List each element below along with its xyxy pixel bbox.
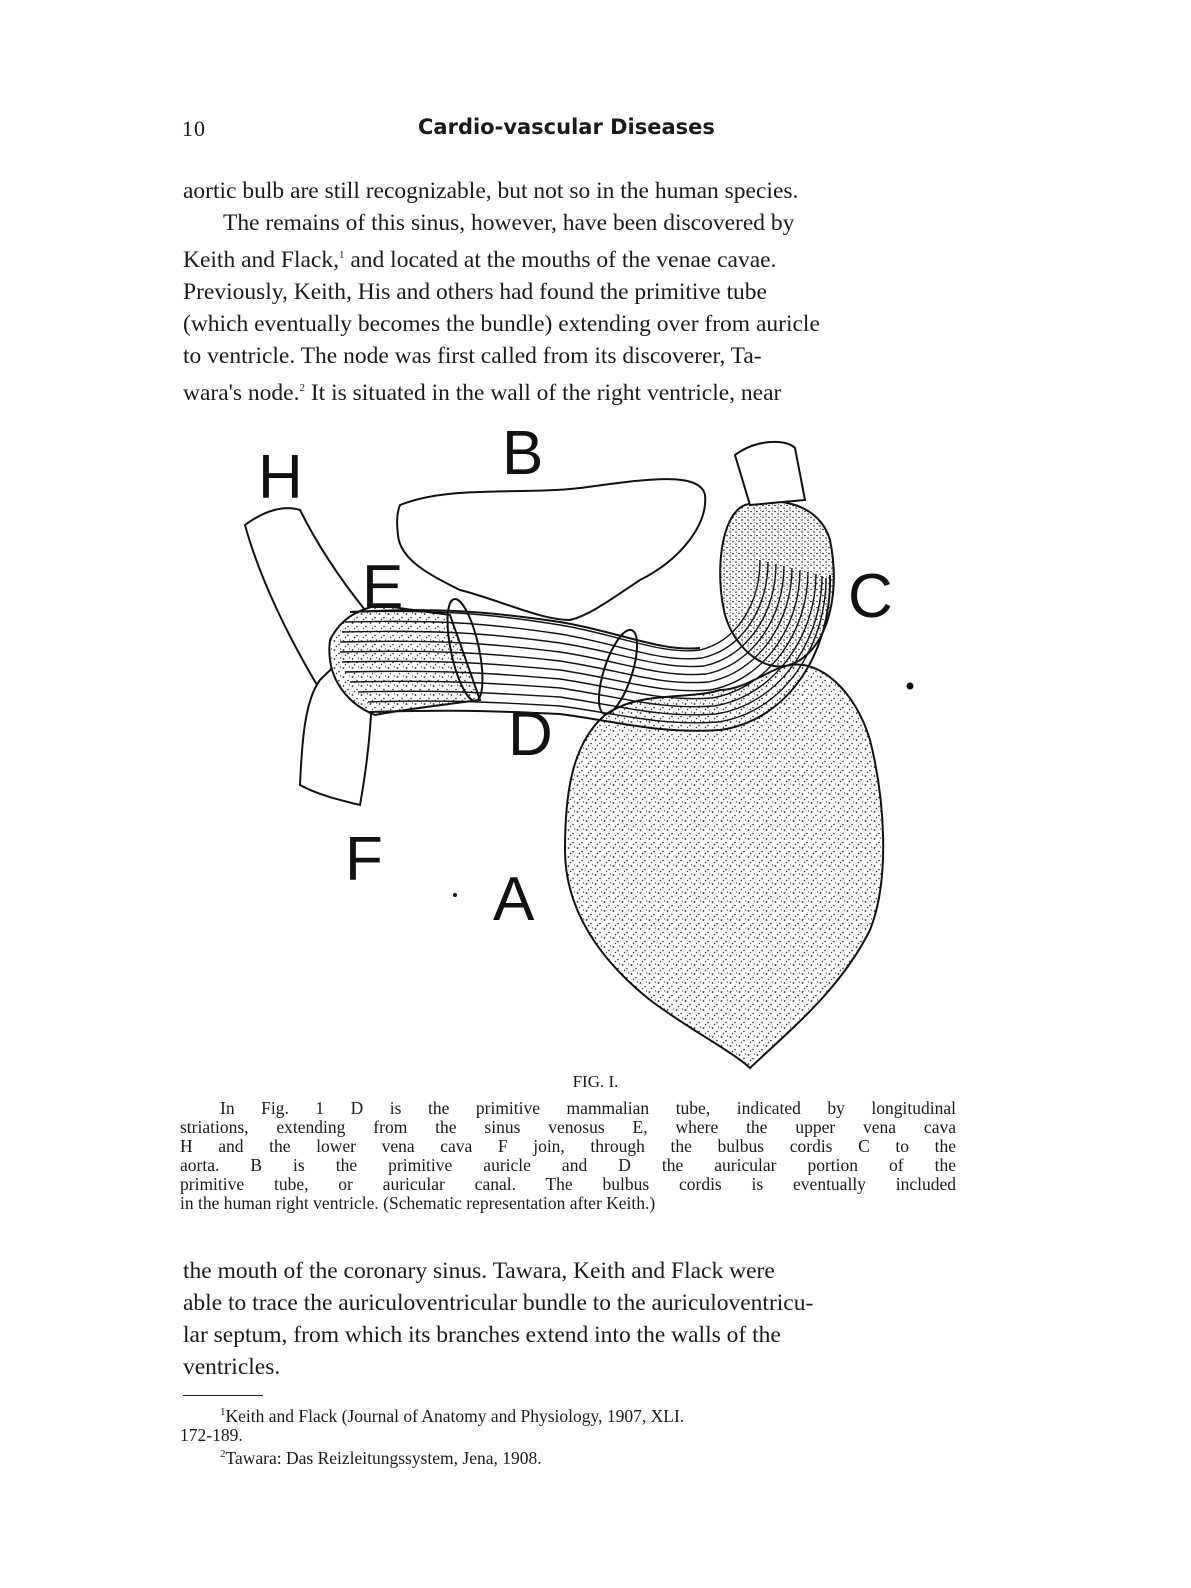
footnote-rule <box>183 1395 263 1396</box>
text-line-7b: It is situated in the wall of the right ventricle, near <box>304 379 782 406</box>
footnotes <box>180 1403 956 1468</box>
footnote-ref-2[interactable]: 2 <box>299 381 305 394</box>
text-line-6: to ventricle. The node was first called from its discoverer, Ta- <box>183 342 762 369</box>
text-line-7a: wara's node. <box>183 379 300 406</box>
caption-line: in the human right ventricle. (Schematic representation after Keith.) <box>180 1193 656 1213</box>
label-F: F <box>345 825 383 894</box>
body-paragraph-2 <box>183 1255 955 1383</box>
ventricle-shape <box>565 664 883 1068</box>
label-D: D <box>508 700 553 769</box>
text-line <box>183 1287 955 1319</box>
auricle-shape <box>397 479 705 620</box>
text-line-3: lar septum, from which its branches extend into the walls of the <box>183 1322 781 1348</box>
text-line-3b: and located at the mouths of the venae cavae. <box>344 246 777 273</box>
text-line <box>183 1351 955 1383</box>
footnote-line: 172-189. <box>180 1424 243 1445</box>
label-E: E <box>362 553 404 622</box>
footnote-text: Tawara: Das Reizleitungssystem, Jena, 1908. <box>225 1447 542 1468</box>
text-line-1: the mouth of the coronary sinus. Tawara, Keith and Flack were <box>183 1258 775 1284</box>
text-line-4: Previously, Keith, His and others had found the primitive tube <box>183 278 767 305</box>
running-title: Cardio-vascular Diseases <box>418 115 715 139</box>
text-line-3a: Keith and Flack, <box>183 246 339 273</box>
caption-line: H and the lower vena cava F join, through the bulbus cordis C to the <box>180 1136 956 1156</box>
text-line-5: (which eventually becomes the bundle) extending over from auricle <box>183 310 820 337</box>
text-line-1: aortic bulb are still recognizable, but not so in the human species. <box>183 178 799 204</box>
text-line-4: ventricles. <box>183 1354 281 1380</box>
text-line-2: The remains of this sinus, however, have been discovered by <box>223 210 795 236</box>
figure-label: FIG. I. <box>572 1072 619 1091</box>
caption-line: primitive tube, or auricular canal. The bulbus cordis is eventually included <box>180 1174 956 1194</box>
caption-line: In Fig. 1 D is the primitive mammalian tube, indicated by longitudinal <box>220 1098 956 1118</box>
text-line <box>183 1255 955 1287</box>
footnote-text: Keith and Flack (Journal of Anatomy and Physiology, 1907, XLI. <box>225 1405 685 1426</box>
footnote-2 <box>180 1445 956 1468</box>
footnote-ref-1[interactable]: 1 <box>338 249 345 261</box>
stray-dot <box>907 683 914 690</box>
footnote-1 <box>180 1403 956 1445</box>
label-C: C <box>848 562 893 631</box>
page-number: 10 <box>182 116 206 141</box>
footnote-mark: 1 <box>220 1406 226 1418</box>
aorta-tube <box>735 442 805 505</box>
caption-line: striations, extending from the sinus venosus E, where the upper vena cava <box>180 1117 956 1137</box>
footnote-line <box>180 1403 956 1426</box>
footnote-mark: 2 <box>220 1447 226 1460</box>
stray-dot <box>453 893 457 897</box>
bulbus-cordis-shape <box>720 501 834 666</box>
label-A: A <box>493 865 535 934</box>
label-B: B <box>502 419 544 488</box>
footnote-line <box>180 1445 956 1468</box>
caption-line: aorta. B is the primitive auricle and D the auricular portion of the <box>180 1155 956 1175</box>
figure-caption <box>180 1099 956 1213</box>
text-line <box>183 1319 955 1351</box>
text-line-2: able to trace the auriculoventricular bundle to the auriculoventricu- <box>183 1290 814 1316</box>
label-H: H <box>258 443 303 512</box>
